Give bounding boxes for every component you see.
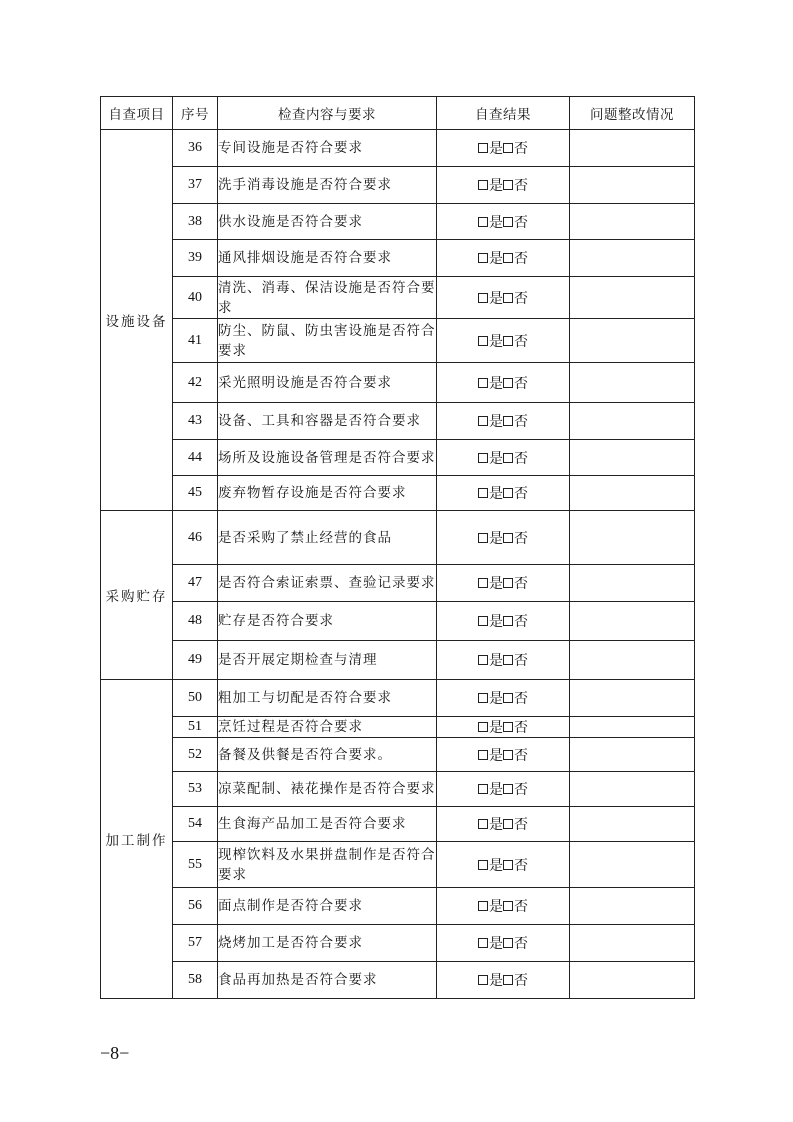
result-option-no[interactable]: [503, 483, 528, 503]
rectification-cell[interactable]: [570, 167, 695, 204]
rectification-cell[interactable]: [570, 319, 695, 363]
header-rectification: 问题整改情况: [570, 97, 695, 130]
table-row: [101, 925, 695, 962]
result-cell: [437, 363, 570, 403]
checkbox-yes[interactable]: [478, 253, 488, 263]
result-cell: [437, 319, 570, 363]
check-content: 防尘、防鼠、防虫害设施是否符合要求: [218, 319, 437, 363]
result-label-yes: 是: [489, 782, 503, 798]
checkbox-yes[interactable]: [478, 901, 488, 911]
result-label-no: 否: [514, 290, 528, 307]
table-row: [101, 476, 695, 511]
result-option-no[interactable]: [503, 896, 528, 916]
result-cell: [437, 167, 570, 204]
result-option-yes[interactable]: [478, 779, 503, 799]
check-content: 专间设施是否符合要求: [218, 130, 437, 167]
result-label-yes: 是: [489, 691, 503, 707]
result-option-yes[interactable]: [478, 896, 503, 916]
table-row: [101, 204, 695, 240]
category-cell: 采购贮存: [101, 511, 173, 680]
table-row: [101, 511, 695, 565]
checkbox-no[interactable]: [503, 784, 513, 794]
check-content: 是否采购了禁止经营的食品: [218, 511, 437, 565]
check-content: 现榨饮料及水果拼盘制作是否符合要求: [218, 842, 437, 888]
category-cell: 加工制作: [101, 680, 173, 999]
result-label-no: 否: [514, 141, 528, 157]
check-content: 生食海产品加工是否符合要求: [218, 807, 437, 842]
checkbox-yes[interactable]: [478, 750, 488, 760]
header-number: 序号: [173, 97, 218, 130]
result-option-yes[interactable]: [478, 212, 503, 232]
result-label-no: 否: [514, 450, 528, 467]
result-label-no: 否: [514, 486, 528, 502]
check-content: 洗手消毒设施是否符合要求: [218, 167, 437, 204]
row-number: 37: [173, 167, 218, 204]
result-label-yes: 是: [489, 936, 503, 952]
result-label-no: 否: [514, 899, 528, 915]
result-option-no[interactable]: [503, 373, 528, 393]
result-label-yes: 是: [489, 450, 503, 467]
checkbox-yes[interactable]: [478, 217, 488, 227]
row-number: 42: [173, 363, 218, 403]
row-number: 55: [173, 842, 218, 888]
result-cell: [437, 888, 570, 925]
rectification-cell[interactable]: [570, 962, 695, 999]
rectification-cell[interactable]: [570, 888, 695, 925]
result-label-no: 否: [514, 333, 528, 350]
rectification-cell[interactable]: [570, 277, 695, 319]
result-label-no: 否: [514, 782, 528, 798]
result-label-yes: 是: [489, 817, 503, 833]
table-row: [101, 962, 695, 999]
result-option-yes[interactable]: [478, 373, 503, 393]
result-label-no: 否: [514, 414, 528, 430]
result-cell: [437, 807, 570, 842]
result-cell: [437, 962, 570, 999]
checkbox-no[interactable]: [503, 693, 513, 703]
rectification-cell[interactable]: [570, 565, 695, 602]
checkbox-no[interactable]: [503, 293, 513, 303]
rectification-cell[interactable]: [570, 738, 695, 772]
result-label-yes: 是: [489, 333, 503, 350]
checkbox-yes[interactable]: [478, 722, 488, 732]
result-cell: [437, 476, 570, 511]
checkbox-yes[interactable]: [478, 655, 488, 665]
checkbox-no[interactable]: [503, 901, 513, 911]
rectification-cell[interactable]: [570, 363, 695, 403]
checkbox-no[interactable]: [503, 578, 513, 588]
result-label-no: 否: [514, 691, 528, 707]
result-label-yes: 是: [489, 486, 503, 502]
row-number: 41: [173, 319, 218, 363]
rectification-cell[interactable]: [570, 476, 695, 511]
result-option-no[interactable]: [503, 717, 528, 737]
result-label-no: 否: [514, 576, 528, 592]
result-option-yes[interactable]: [478, 483, 503, 503]
result-label-yes: 是: [489, 576, 503, 592]
result-label-no: 否: [514, 375, 528, 392]
result-option-no[interactable]: [503, 411, 528, 431]
result-label-yes: 是: [489, 653, 503, 669]
check-content: 采光照明设施是否符合要求: [218, 363, 437, 403]
result-label-yes: 是: [489, 747, 503, 764]
result-cell: [437, 842, 570, 888]
check-content: 食品再加热是否符合要求: [218, 962, 437, 999]
table-row: [101, 440, 695, 476]
checkbox-yes[interactable]: [478, 143, 488, 153]
result-label-yes: 是: [489, 614, 503, 630]
rectification-cell[interactable]: [570, 511, 695, 565]
result-option-yes[interactable]: [478, 933, 503, 953]
result-cell: [437, 204, 570, 240]
row-number: 50: [173, 680, 218, 717]
check-content: 清洗、消毒、保洁设施是否符合要求: [218, 277, 437, 319]
checkbox-yes[interactable]: [478, 378, 488, 388]
result-label-no: 否: [514, 857, 528, 874]
result-label-yes: 是: [489, 251, 503, 267]
result-label-no: 否: [514, 251, 528, 267]
rectification-cell[interactable]: [570, 925, 695, 962]
checkbox-yes[interactable]: [478, 533, 488, 543]
check-content: 烹饪过程是否符合要求: [218, 717, 437, 738]
result-label-no: 否: [514, 747, 528, 764]
checkbox-no[interactable]: [503, 336, 513, 346]
row-number: 46: [173, 511, 218, 565]
check-content: 供水设施是否符合要求: [218, 204, 437, 240]
result-label-no: 否: [514, 653, 528, 669]
result-label-no: 否: [514, 817, 528, 833]
result-option-no[interactable]: [503, 248, 528, 268]
table-row: [101, 277, 695, 319]
checkbox-yes[interactable]: [478, 416, 488, 426]
row-number: 49: [173, 641, 218, 680]
result-option-no[interactable]: [503, 528, 528, 548]
checkbox-yes[interactable]: [478, 453, 488, 463]
rectification-cell[interactable]: [570, 842, 695, 888]
row-number: 36: [173, 130, 218, 167]
result-option-yes[interactable]: [478, 288, 503, 308]
rectification-cell[interactable]: [570, 130, 695, 167]
result-label-yes: 是: [489, 720, 503, 736]
result-label-no: 否: [514, 936, 528, 952]
check-content: 通风排烟设施是否符合要求: [218, 240, 437, 277]
result-label-yes: 是: [489, 375, 503, 392]
table-row: [101, 167, 695, 204]
checkbox-yes[interactable]: [478, 693, 488, 703]
rectification-cell[interactable]: [570, 641, 695, 680]
result-option-yes[interactable]: [478, 175, 503, 195]
rectification-cell[interactable]: [570, 772, 695, 807]
table-row: [101, 807, 695, 842]
row-number: 57: [173, 925, 218, 962]
checkbox-yes[interactable]: [478, 180, 488, 190]
row-number: 44: [173, 440, 218, 476]
result-option-no[interactable]: [503, 138, 528, 158]
result-label-yes: 是: [489, 973, 503, 989]
checkbox-yes[interactable]: [478, 819, 488, 829]
result-option-no[interactable]: [503, 650, 528, 670]
result-option-yes[interactable]: [478, 814, 503, 834]
result-option-no[interactable]: [503, 212, 528, 232]
result-label-no: 否: [514, 214, 528, 231]
row-number: 48: [173, 602, 218, 641]
table-row: [101, 130, 695, 167]
row-number: 45: [173, 476, 218, 511]
check-content: 贮存是否符合要求: [218, 602, 437, 641]
rectification-cell[interactable]: [570, 680, 695, 717]
rectification-cell[interactable]: [570, 807, 695, 842]
result-cell: [437, 602, 570, 641]
checkbox-yes[interactable]: [478, 336, 488, 346]
table-row: [101, 842, 695, 888]
checkbox-no[interactable]: [503, 453, 513, 463]
checkbox-no[interactable]: [503, 975, 513, 985]
row-number: 52: [173, 738, 218, 772]
check-content: 烧烤加工是否符合要求: [218, 925, 437, 962]
table-row: [101, 772, 695, 807]
result-label-no: 否: [514, 178, 528, 194]
row-number: 54: [173, 807, 218, 842]
checkbox-no[interactable]: [503, 217, 513, 227]
result-option-yes[interactable]: [478, 138, 503, 158]
result-option-yes[interactable]: [478, 650, 503, 670]
result-label-yes: 是: [489, 290, 503, 307]
result-cell: [437, 440, 570, 476]
result-option-yes[interactable]: [478, 573, 503, 593]
checkbox-no[interactable]: [503, 750, 513, 760]
row-number: 39: [173, 240, 218, 277]
result-cell: [437, 680, 570, 717]
result-option-yes[interactable]: [478, 448, 503, 468]
row-number: 56: [173, 888, 218, 925]
result-cell: [437, 240, 570, 277]
result-option-no[interactable]: [503, 448, 528, 468]
result-label-yes: 是: [489, 899, 503, 915]
checkbox-no[interactable]: [503, 860, 513, 870]
result-option-no[interactable]: [503, 573, 528, 593]
result-cell: [437, 130, 570, 167]
row-number: 47: [173, 565, 218, 602]
result-option-yes[interactable]: [478, 331, 503, 351]
result-option-yes[interactable]: [478, 411, 503, 431]
table-header-row: [101, 97, 695, 130]
check-content: 备餐及供餐是否符合要求。: [218, 738, 437, 772]
table-row: [101, 680, 695, 717]
result-option-no[interactable]: [503, 611, 528, 631]
checkbox-no[interactable]: [503, 616, 513, 626]
category-cell: 设施设备: [101, 130, 173, 511]
row-number: 43: [173, 403, 218, 440]
check-content: 粗加工与切配是否符合要求: [218, 680, 437, 717]
result-option-yes[interactable]: [478, 528, 503, 548]
result-cell: [437, 403, 570, 440]
result-label-yes: 是: [489, 214, 503, 231]
result-label-yes: 是: [489, 857, 503, 874]
checkbox-no[interactable]: [503, 722, 513, 732]
checkbox-yes[interactable]: [478, 616, 488, 626]
table-row: [101, 641, 695, 680]
checkbox-no[interactable]: [503, 378, 513, 388]
result-option-no[interactable]: [503, 331, 528, 351]
result-option-yes[interactable]: [478, 611, 503, 631]
rectification-cell[interactable]: [570, 403, 695, 440]
table-row: [101, 240, 695, 277]
result-option-yes[interactable]: [478, 717, 503, 737]
result-option-no[interactable]: [503, 688, 528, 708]
result-label-yes: 是: [489, 178, 503, 194]
checkbox-no[interactable]: [503, 938, 513, 948]
checkbox-no[interactable]: [503, 416, 513, 426]
result-label-no: 否: [514, 973, 528, 989]
row-number: 40: [173, 277, 218, 319]
result-label-yes: 是: [489, 530, 503, 547]
result-option-yes[interactable]: [478, 970, 503, 990]
check-content: 场所及设施设备管理是否符合要求: [218, 440, 437, 476]
checkbox-no[interactable]: [503, 253, 513, 263]
result-option-no[interactable]: [503, 288, 528, 308]
result-cell: [437, 772, 570, 807]
result-option-no[interactable]: [503, 745, 528, 765]
check-content: 是否开展定期检查与清理: [218, 641, 437, 680]
result-cell: [437, 738, 570, 772]
check-content: 废弃物暂存设施是否符合要求: [218, 476, 437, 511]
rectification-cell[interactable]: [570, 240, 695, 277]
table-row: [101, 403, 695, 440]
result-cell: [437, 277, 570, 319]
header-result: 自查结果: [437, 97, 570, 130]
result-label-no: 否: [514, 614, 528, 630]
self-inspection-table: [100, 96, 695, 999]
result-option-yes[interactable]: [478, 248, 503, 268]
result-option-yes[interactable]: [478, 688, 503, 708]
result-label-no: 否: [514, 530, 528, 547]
table-row: [101, 717, 695, 738]
rectification-cell[interactable]: [570, 602, 695, 641]
table-row: [101, 888, 695, 925]
result-cell: [437, 511, 570, 565]
checkbox-yes[interactable]: [478, 784, 488, 794]
checkbox-yes[interactable]: [478, 860, 488, 870]
table-row: [101, 319, 695, 363]
row-number: 53: [173, 772, 218, 807]
checkbox-yes[interactable]: [478, 488, 488, 498]
header-content: 检查内容与要求: [218, 97, 437, 130]
result-label-yes: 是: [489, 414, 503, 430]
table-row: [101, 363, 695, 403]
checkbox-yes[interactable]: [478, 293, 488, 303]
checkbox-no[interactable]: [503, 655, 513, 665]
result-option-yes[interactable]: [478, 855, 503, 875]
check-content: 是否符合索证索票、查验记录要求: [218, 565, 437, 602]
result-option-no[interactable]: [503, 175, 528, 195]
header-item: 自查项目: [101, 97, 173, 130]
checkbox-no[interactable]: [503, 180, 513, 190]
result-option-yes[interactable]: [478, 745, 503, 765]
result-cell: [437, 565, 570, 602]
table-row: [101, 602, 695, 641]
row-number: 38: [173, 204, 218, 240]
checkbox-yes[interactable]: [478, 578, 488, 588]
rectification-cell[interactable]: [570, 440, 695, 476]
page-number: −8−: [100, 1043, 130, 1063]
checkbox-no[interactable]: [503, 533, 513, 543]
check-content: 面点制作是否符合要求: [218, 888, 437, 925]
checkbox-no[interactable]: [503, 819, 513, 829]
result-option-no[interactable]: [503, 970, 528, 990]
rectification-cell[interactable]: [570, 204, 695, 240]
result-option-no[interactable]: [503, 933, 528, 953]
result-option-no[interactable]: [503, 779, 528, 799]
check-content: 设备、工具和容器是否符合要求: [218, 403, 437, 440]
result-cell: [437, 641, 570, 680]
result-label-no: 否: [514, 720, 528, 736]
checkbox-no[interactable]: [503, 143, 513, 153]
table-row: [101, 738, 695, 772]
row-number: 51: [173, 717, 218, 738]
rectification-cell[interactable]: [570, 717, 695, 738]
checkbox-yes[interactable]: [478, 938, 488, 948]
result-label-yes: 是: [489, 141, 503, 157]
result-option-no[interactable]: [503, 814, 528, 834]
check-content: 凉菜配制、裱花操作是否符合要求: [218, 772, 437, 807]
checkbox-yes[interactable]: [478, 975, 488, 985]
row-number: 58: [173, 962, 218, 999]
result-cell: [437, 925, 570, 962]
result-option-no[interactable]: [503, 855, 528, 875]
table-row: [101, 565, 695, 602]
result-cell: [437, 717, 570, 738]
checkbox-no[interactable]: [503, 488, 513, 498]
